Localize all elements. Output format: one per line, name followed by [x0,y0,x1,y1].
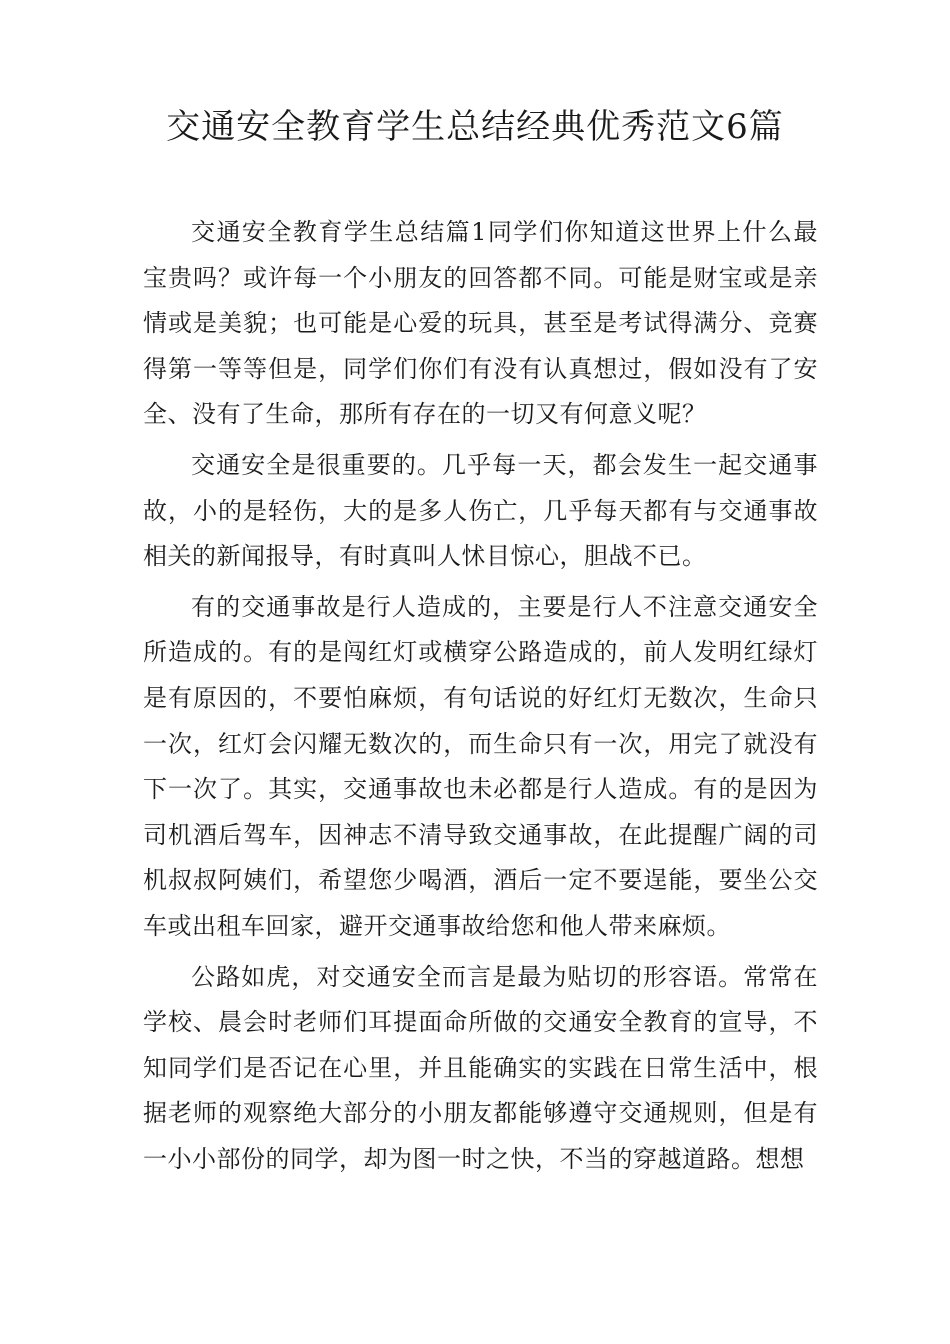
paragraph-3: 有的交通事故是行人造成的，主要是行人不注意交通安全所造成的。有的是闯红灯或横穿公路造成的，前人发明红绿灯是有原因的，不要怕麻烦，有句话说的好红灯无数次，生命只一次，红灯会闪耀无数次的，而生命只有一次，用完了就没有下一次了。其实，交通事故也未必都是行人造成。有的是因为司机酒后驾车，因神志不清导致交通事故，在此提醒广阔的司机叔叔阿姨们，希望您少喝酒，酒后一定不要逞能，要坐公交车或出租车回家，避开交通事故给您和他人带来麻烦。 [143,592,818,940]
paragraph-4: 公路如虎，对交通安全而言是最为贴切的形容语。常常在学校、晨会时老师们耳提面命所做的交通安全教育的宣导，不知同学们是否记在心里，并且能确实的实践在日常生活中，根据老师的观察绝大部分的小朋友都能够遵守交通规则，但是有一小小部份的同学，却为图一时之快，不当的穿越道路。想想 [143,962,818,1173]
paragraph-2: 交通安全是很重要的。几乎每一天，都会发生一起交通事故，小的是轻伤，大的是多人伤亡，几乎每天都有与交通事故相关的新闻报导，有时真叫人怵目惊心，胆战不已。 [143,450,818,571]
document-body [143,210,818,1187]
document-title: 交通安全教育学生总结经典优秀范文6篇 [166,107,784,147]
paragraph-1: 交通安全教育学生总结篇1同学们你知道这世界上什么最宝贵吗？或许每一个小朋友的回答都不同。可能是财宝或是亲情或是美貌；也可能是心爱的玩具，甚至是考试得满分、竞赛得第一等等但是，同学们你们有没有认真想过，假如没有了安全、没有了生命，那所有存在的一切又有何意义呢？ [143,218,818,429]
